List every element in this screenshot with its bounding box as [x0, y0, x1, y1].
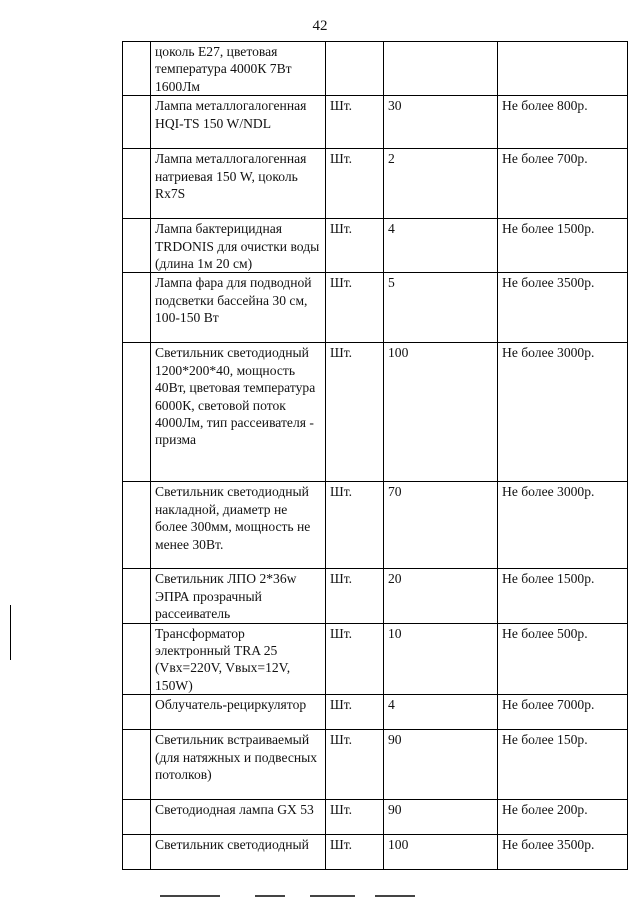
item-name-cell: Светильник ЛПО 2*36w ЭПРА прозрачный рассеиватель — [151, 569, 326, 623]
price-cell: Не более 500р. — [498, 623, 628, 695]
unit-cell: Шт. — [326, 569, 384, 623]
scan-edge-line — [10, 605, 11, 660]
row-number-cell — [123, 695, 151, 730]
table-row — [123, 835, 628, 870]
item-name-cell: Светильник светодиодный 1200*200*40, мощность 40Вт, цветовая температура 6000К, световой поток 4000Лм, тип рассеивателя - призма — [151, 343, 326, 482]
unit-cell: Шт. — [326, 482, 384, 569]
unit-cell: Шт. — [326, 149, 384, 219]
item-name-cell: Лампа металлогалогенная натриевая 150 W, цоколь Rx7S — [151, 149, 326, 219]
unit-cell: Шт. — [326, 835, 384, 870]
price-cell — [498, 42, 628, 96]
table-row — [123, 273, 628, 343]
table-row — [123, 149, 628, 219]
quantity-cell: 70 — [384, 482, 498, 569]
item-name-cell: Лампа бактерицидная TRDONIS для очистки воды (длина 1м 20 см) — [151, 219, 326, 273]
item-name-cell: цоколь Е27, цветовая температура 4000К 7Вт 1600Лм — [151, 42, 326, 96]
unit-cell: Шт. — [326, 96, 384, 149]
quantity-cell: 20 — [384, 569, 498, 623]
item-name-cell: Трансформатор электронный TRA 25 (Vвх=220V, Vвых=12V, 150W) — [151, 623, 326, 695]
row-number-cell — [123, 835, 151, 870]
footer-scan-marks — [160, 895, 420, 901]
price-cell: Не более 3500р. — [498, 273, 628, 343]
row-number-cell — [123, 623, 151, 695]
page-number: 42 — [312, 18, 328, 34]
quantity-cell: 5 — [384, 273, 498, 343]
quantity-cell: 4 — [384, 695, 498, 730]
table-row — [123, 695, 628, 730]
table-row — [123, 343, 628, 482]
price-cell: Не более 800р. — [498, 96, 628, 149]
price-cell: Не более 700р. — [498, 149, 628, 219]
table-row — [123, 96, 628, 149]
quantity-cell: 10 — [384, 623, 498, 695]
table-row — [123, 623, 628, 695]
item-name-cell: Лампа фара для подводной подсветки бассейна 30 см, 100-150 Вт — [151, 273, 326, 343]
table-row — [123, 219, 628, 273]
row-number-cell — [123, 482, 151, 569]
price-cell: Не более 3000р. — [498, 482, 628, 569]
quantity-cell: 2 — [384, 149, 498, 219]
row-number-cell — [123, 343, 151, 482]
table-row — [123, 482, 628, 569]
unit-cell: Шт. — [326, 343, 384, 482]
unit-cell: Шт. — [326, 623, 384, 695]
table-row — [123, 569, 628, 623]
row-number-cell — [123, 569, 151, 623]
specification-table — [122, 41, 628, 870]
quantity-cell: 90 — [384, 730, 498, 800]
row-number-cell — [123, 800, 151, 835]
quantity-cell: 90 — [384, 800, 498, 835]
row-number-cell — [123, 96, 151, 149]
price-cell: Не более 150р. — [498, 730, 628, 800]
unit-cell: Шт. — [326, 273, 384, 343]
item-name-cell: Светильник светодиодный накладной, диаметр не более 300мм, мощность не менее 30Вт. — [151, 482, 326, 569]
table-row — [123, 730, 628, 800]
unit-cell: Шт. — [326, 219, 384, 273]
unit-cell: Шт. — [326, 730, 384, 800]
quantity-cell — [384, 42, 498, 96]
price-cell: Не более 3500р. — [498, 835, 628, 870]
unit-cell — [326, 42, 384, 96]
row-number-cell — [123, 42, 151, 96]
quantity-cell: 100 — [384, 835, 498, 870]
price-cell: Не более 200р. — [498, 800, 628, 835]
item-name-cell: Светодиодная лампа GX 53 — [151, 800, 326, 835]
quantity-cell: 30 — [384, 96, 498, 149]
price-cell: Не более 1500р. — [498, 569, 628, 623]
row-number-cell — [123, 219, 151, 273]
unit-cell: Шт. — [326, 800, 384, 835]
item-name-cell: Светильник встраиваемый (для натяжных и подвесных потолков) — [151, 730, 326, 800]
item-name-cell: Светильник светодиодный — [151, 835, 326, 870]
item-name-cell: Облучатель-рециркулятор — [151, 695, 326, 730]
item-name-cell: Лампа металлогалогенная HQI-TS 150 W/NDL — [151, 96, 326, 149]
table-row — [123, 800, 628, 835]
row-number-cell — [123, 730, 151, 800]
price-cell: Не более 1500р. — [498, 219, 628, 273]
unit-cell: Шт. — [326, 695, 384, 730]
row-number-cell — [123, 149, 151, 219]
price-cell: Не более 3000р. — [498, 343, 628, 482]
quantity-cell: 100 — [384, 343, 498, 482]
quantity-cell: 4 — [384, 219, 498, 273]
price-cell: Не более 7000р. — [498, 695, 628, 730]
table-row — [123, 42, 628, 96]
row-number-cell — [123, 273, 151, 343]
